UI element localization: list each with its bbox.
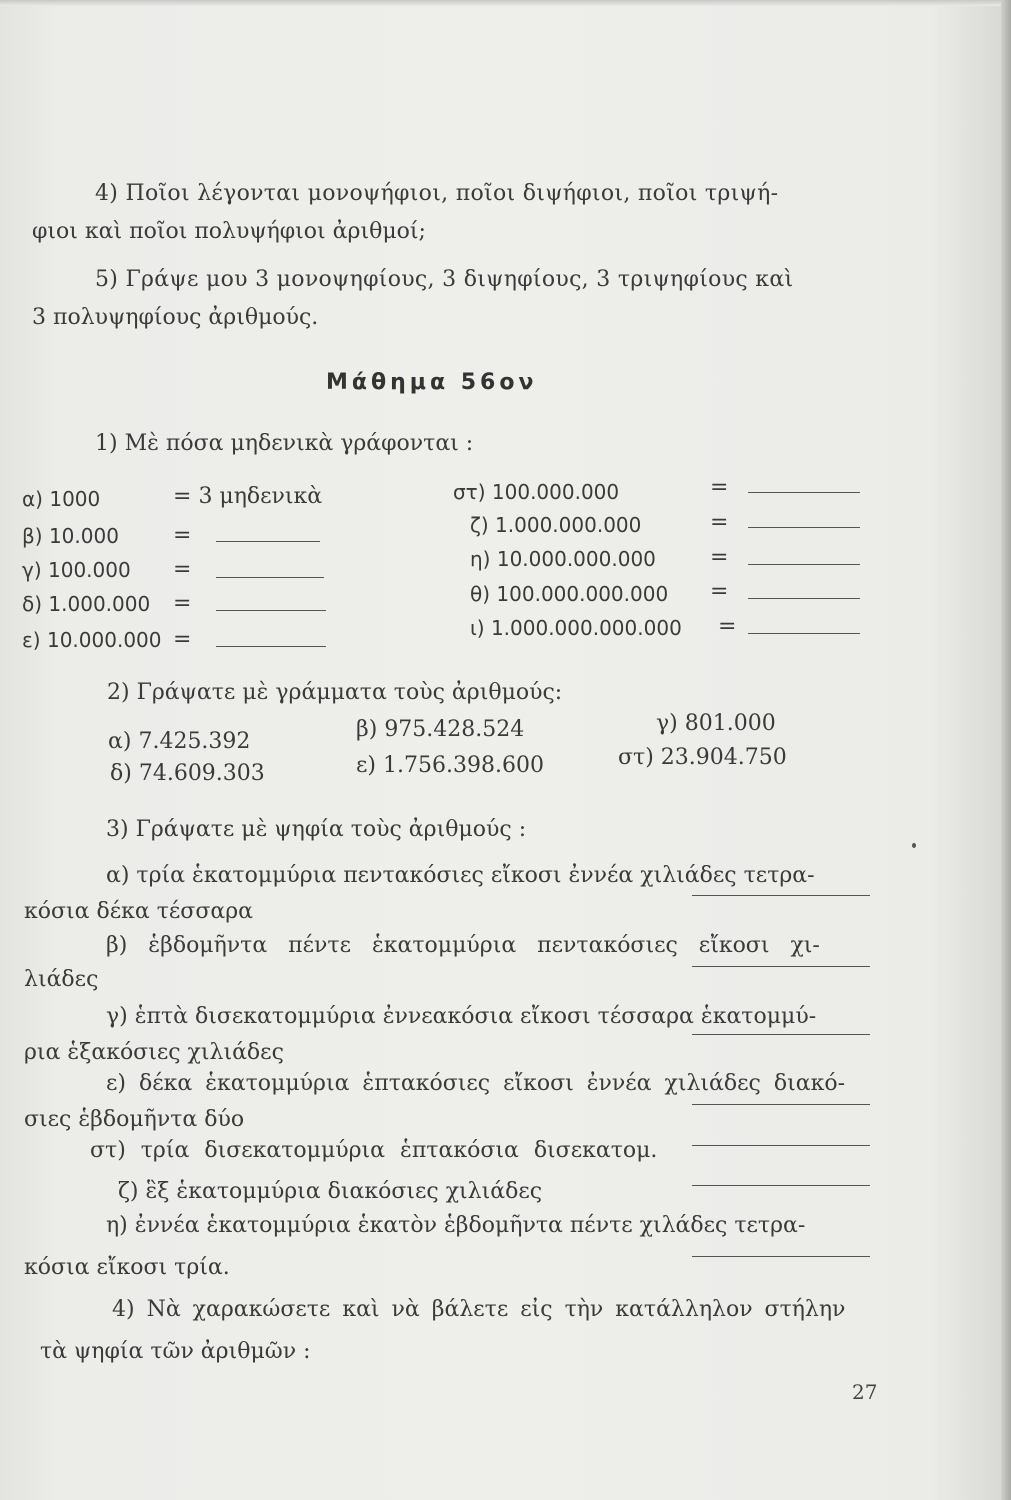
ex1-left-answer-1: = 3 μηδενικὰ bbox=[173, 484, 323, 509]
ex1-right-eq-4: = bbox=[710, 579, 729, 604]
ex1-right-blank-5 bbox=[748, 633, 860, 634]
ex1-right-blank-1 bbox=[748, 492, 860, 493]
ex1-right-eq-1: = bbox=[710, 475, 729, 500]
ex1-right-row-3: η) 10.000.000.000 bbox=[470, 547, 656, 571]
ex1-left-eq-4: = bbox=[173, 591, 192, 616]
ex2-item-e: ε) 1.756.398.600 bbox=[356, 753, 544, 778]
q4-line-2: φιοι καὶ ποῖοι πολυψήφιοι ἀριθμοί; bbox=[32, 219, 426, 244]
ex1-left-row-3: γ) 100.000 bbox=[22, 558, 131, 582]
ex1-left-eq-3: = bbox=[173, 557, 192, 582]
ex2-item-a: α) 7.425.392 bbox=[108, 729, 251, 754]
ex1-left-blank-3 bbox=[216, 577, 324, 578]
ex3-e-blank bbox=[692, 1104, 870, 1105]
ex1-right-blank-4 bbox=[748, 598, 860, 599]
ex1-right-eq-2: = bbox=[710, 510, 729, 535]
ex3-b-line-2: λιάδες bbox=[24, 967, 99, 992]
ex1-left-row-5: ε) 10.000.000 bbox=[22, 628, 162, 652]
ex3-b-line-1: β) ἑβδομῆντα πέντε ἑκατομμύρια πεντακόσιες εἴκοσι χι- bbox=[106, 933, 820, 958]
ex3-c-line-2: ρια ἑξακόσιες χιλιάδες bbox=[24, 1040, 284, 1065]
ex1-left-blank-5 bbox=[216, 646, 326, 647]
ex1-left-eq-5: = bbox=[173, 627, 192, 652]
ex2-item-f: στ) 23.904.750 bbox=[618, 745, 787, 770]
page-right-edge bbox=[1001, 0, 1011, 1500]
ex1-left-blank-4 bbox=[216, 610, 326, 611]
ex3-prompt: 3) Γράψατε μὲ ψηφία τοὺς ἀριθμούς : bbox=[106, 817, 527, 842]
page-number: 27 bbox=[852, 1380, 878, 1404]
ex2-item-b: β) 975.428.524 bbox=[356, 717, 525, 742]
q4-line-1: 4) Ποῖοι λέγονται μονοψήφιοι, ποῖοι διψήφιοι, ποῖοι τριψή- bbox=[95, 181, 779, 206]
ex3-a-blank bbox=[692, 895, 870, 896]
ex1-left-blank-2 bbox=[216, 541, 320, 542]
ex4-line-2: τὰ ψηφία τῶν ἀριθμῶν : bbox=[40, 1339, 311, 1364]
page-top-shadow bbox=[0, 0, 1011, 6]
ex3-h-blank bbox=[692, 1256, 870, 1257]
ex3-f-line-1: στ) τρία δισεκατομμύρια ἑπτακόσια δισεκατομ. bbox=[90, 1138, 658, 1163]
ex1-left-eq-2: = bbox=[173, 523, 192, 548]
ex3-g-blank bbox=[692, 1185, 870, 1186]
ex1-left-row-1: α) 1000 bbox=[22, 487, 101, 511]
ex2-item-d: δ) 74.609.303 bbox=[110, 761, 265, 786]
lesson-title: Μάθημα 56ον bbox=[326, 370, 538, 395]
ex3-a-line-2: κόσια δέκα τέσσαρα bbox=[24, 899, 253, 924]
ex1-right-eq-5: = bbox=[718, 614, 737, 639]
ex2-item-c: γ) 801.000 bbox=[656, 711, 776, 736]
ex3-c-line-1: γ) ἑπτὰ δισεκατομμύρια ἐννεακόσια εἴκοσι τέσσαρα ἑκατομμύ- bbox=[106, 1004, 817, 1029]
ex3-a-line-1: α) τρία ἑκατομμύρια πεντακόσιες εἴκοσι ἐννέα χιλιάδες τετρα- bbox=[106, 863, 815, 888]
ex1-prompt: 1) Μὲ πόσα μηδενικὰ γράφονται : bbox=[95, 431, 474, 456]
ex1-right-blank-3 bbox=[748, 564, 860, 565]
ex2-prompt: 2) Γράψατε μὲ γράμματα τοὺς ἀριθμούς: bbox=[107, 680, 563, 705]
ex3-b-blank bbox=[692, 966, 870, 967]
ex3-h-line-1: η) ἐννέα ἑκατομμύρια ἑκατὸν ἑβδομῆντα πέντε χιλάδες τετρα- bbox=[106, 1213, 806, 1238]
ex1-left-row-2: β) 10.000 bbox=[22, 524, 119, 548]
speck bbox=[912, 843, 916, 848]
ex1-right-row-1: στ) 100.000.000 bbox=[453, 480, 620, 504]
ex1-left-row-4: δ) 1.000.000 bbox=[22, 592, 151, 616]
ex3-e-line-2: σιες ἑβδομῆντα δύο bbox=[24, 1107, 245, 1132]
ex1-right-row-4: θ) 100.000.000.000 bbox=[470, 582, 669, 606]
ex4-line-1: 4) Νὰ χαρακώσετε καὶ νὰ βάλετε εἰς τὴν κατάλληλον στήλην bbox=[112, 1297, 846, 1322]
ex1-right-eq-3: = bbox=[710, 545, 729, 570]
ex3-f-blank bbox=[692, 1145, 870, 1146]
ex3-h-line-2: κόσια εἴκοσι τρία. bbox=[24, 1255, 230, 1280]
ex1-right-blank-2 bbox=[748, 527, 860, 528]
ex1-right-row-2: ζ) 1.000.000.000 bbox=[470, 513, 642, 537]
ex1-right-row-5: ι) 1.000.000.000.000 bbox=[470, 616, 682, 640]
q5-line-1: 5) Γράψε μου 3 μονοψηφίους, 3 διψηφίους, 3 τριψηφίους καὶ bbox=[95, 267, 794, 292]
ex3-g-line-1: ζ) ἓξ ἑκατομμύρια διακόσιες χιλιάδες bbox=[118, 1179, 543, 1204]
ex3-c-blank bbox=[692, 1034, 870, 1035]
q5-line-2: 3 πολυψηφίους ἀριθμούς. bbox=[32, 305, 319, 330]
ex3-e-line-1: ε) δέκα ἑκατομμύρια ἑπτακόσιες εἴκοσι ἐννέα χιλιάδες διακό- bbox=[106, 1071, 846, 1096]
